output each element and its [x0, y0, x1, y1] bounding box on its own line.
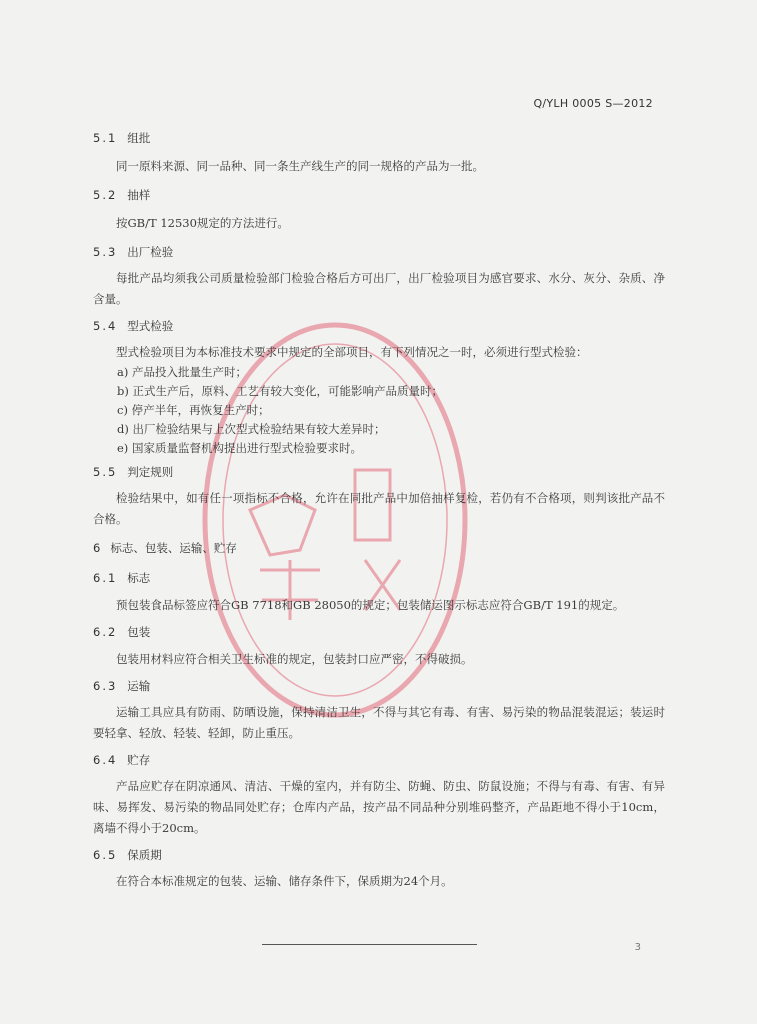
section-6-1-text: 预包装食品标签应符合GB 7718和GB 28050的规定；包装储运图示标志应符合GB/T 191的规定。: [116, 598, 625, 612]
section-title: 保质期: [127, 848, 162, 862]
section-5-2-text: 按GB/T 12530规定的方法进行。: [116, 216, 289, 230]
list-item: c) 停产半年，再恢复生产时；: [117, 403, 270, 417]
section-heading-6-3: [93, 678, 665, 694]
section-heading-6-4: [93, 752, 665, 768]
section-heading-5-5: [93, 464, 665, 480]
document-code: Q/YLH 0005 S—2012: [533, 97, 653, 110]
section-heading-6-1: [93, 570, 665, 586]
section-title: 运输: [127, 679, 151, 693]
section-6-2-text: 包装用材料应符合相关卫生标准的规定，包装封口应严密，不得破损。: [116, 652, 473, 666]
section-heading-5-3: [93, 244, 665, 260]
section-number: 5.5: [93, 465, 118, 479]
section-title: 抽样: [127, 188, 151, 202]
section-heading-5-4: [93, 318, 665, 334]
footer-divider: [262, 944, 477, 945]
section-number: 5.2: [93, 188, 118, 202]
section-title: 标志: [127, 571, 151, 585]
section-number: 5.3: [93, 245, 118, 259]
section-title: 贮存: [127, 753, 151, 767]
list-item: a) 产品投入批量生产时；: [117, 365, 247, 379]
section-5-5-text: 检验结果中，如有任一项指标不合格，允许在同批产品中加倍抽样复检，若仍有不合格项，则判该批产品不合格。: [93, 491, 665, 526]
section-6-3-text: 运输工具应具有防雨、防晒设施，保持清洁卫生，不得与其它有毒、有害、易污染的物品混装混运；装运时要轻拿、轻放、轻装、轻卸，防止重压。: [93, 705, 665, 740]
section-title: 型式检验: [127, 319, 174, 333]
section-title: 判定规则: [127, 465, 174, 479]
section-number: 5.4: [93, 319, 118, 333]
section-5-4-text: 型式检验项目为本标准技术要求中规定的全部项目，有下列情况之一时，必须进行型式检验：: [116, 345, 588, 359]
section-title: 包装: [127, 625, 151, 639]
section-heading-6-2: [93, 624, 665, 640]
chapter-heading-6: [93, 540, 665, 556]
section-title: 出厂检验: [127, 245, 174, 259]
page-number: 3: [634, 942, 641, 953]
section-title: 组批: [127, 131, 151, 145]
section-number: 6.4: [93, 753, 118, 767]
list-item: e) 国家质量监督机构提出进行型式检验要求时。: [117, 441, 362, 455]
section-number: 5.1: [93, 131, 118, 145]
section-number: 6.5: [93, 848, 118, 862]
section-heading-5-2: [93, 187, 665, 203]
section-6-5-text: 在符合本标准规定的包装、运输、储存条件下，保质期为24个月。: [116, 874, 453, 888]
section-heading-6-5: [93, 847, 665, 863]
section-5-1-text: 同一原料来源、同一品种、同一条生产线生产的同一规格的产品为一批。: [116, 159, 484, 173]
list-item: b) 正式生产后，原料、工艺有较大变化，可能影响产品质量时；: [117, 384, 444, 398]
condition-list: [93, 363, 665, 458]
list-item: d) 出厂检验结果与上次型式检验结果有较大差异时；: [117, 422, 386, 436]
section-number: 6.2: [93, 625, 118, 639]
section-heading-5-1: [93, 130, 665, 146]
section-number: 6.3: [93, 679, 118, 693]
section-5-3-text: 每批产品均须我公司质量检验部门检验合格后方可出厂，出厂检验项目为感官要求、水分、灰分、杂质、净含量。: [93, 271, 665, 306]
chapter-title: 标志、包装、运输、贮存: [110, 541, 237, 555]
document-body: [93, 130, 665, 892]
section-6-4-text: 产品应贮存在阴凉通风、清洁、干燥的室内，并有防尘、防蝇、防虫、防鼠设施；不得与有毒、有害、有异味、易挥发、易污染的物品同处贮存；仓库内产品，按产品不同品种分别堆码整齐，产品距地不得小于10cm，离墙不得小于20cm。: [93, 779, 665, 835]
section-number: 6.1: [93, 571, 118, 585]
chapter-number: 6: [93, 541, 101, 555]
